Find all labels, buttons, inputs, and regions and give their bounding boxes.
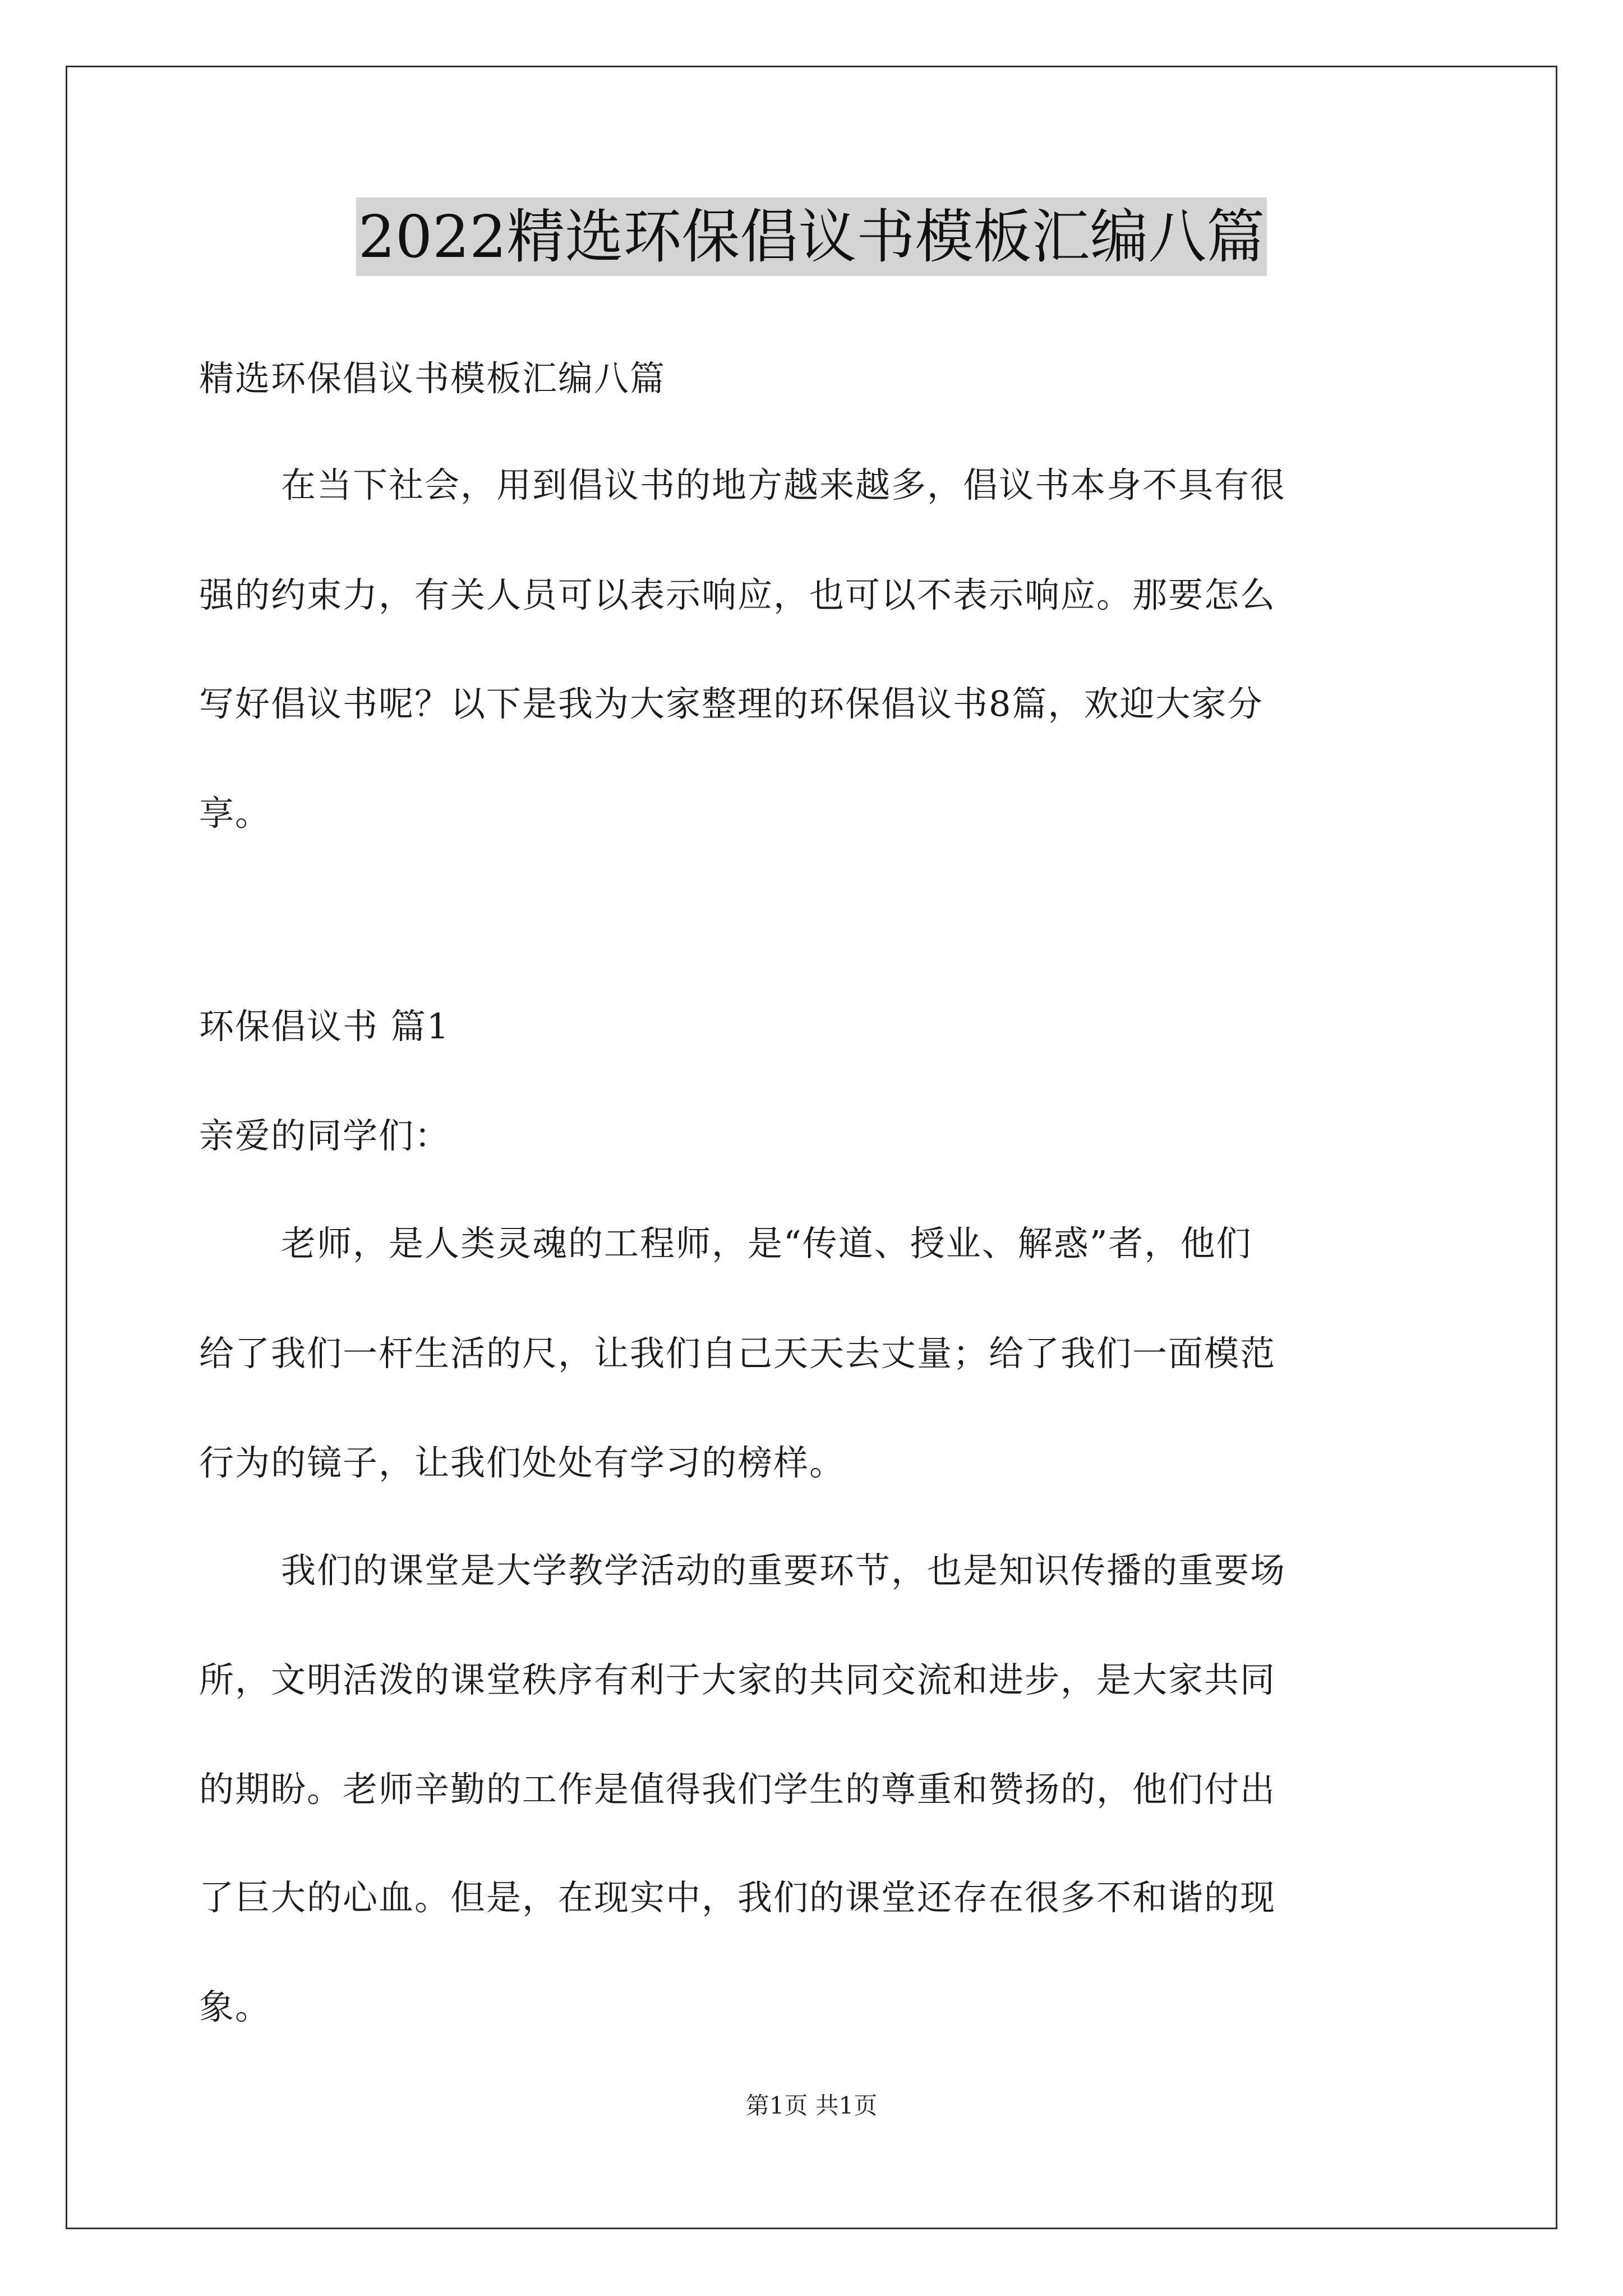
section-heading: 环保倡议书 篇1 — [199, 1006, 450, 1047]
paragraph-line: 行为的镜子，让我们处处有学习的榜样。 — [199, 1442, 846, 1483]
paragraph-line: 所，文明活泼的课堂秩序有利于大家的共同交流和进步，是大家共同 — [199, 1659, 1276, 1700]
title-container — [0, 197, 1623, 276]
page-number-footer: 第1页 共1页 — [745, 2092, 878, 2119]
intro-line: 享。 — [199, 793, 271, 834]
document-subtitle: 精选环保倡议书模板汇编八篇 — [199, 358, 666, 399]
paragraph-line: 我们的课堂是大学教学活动的重要环节，也是知识传播的重要场 — [281, 1550, 1287, 1591]
intro-line: 强的约束力，有关人员可以表示响应，也可以不表示响应。那要怎么 — [199, 574, 1276, 615]
paragraph-line: 的期盼。老师辛勤的工作是值得我们学生的尊重和赞扬的，他们付出 — [199, 1769, 1276, 1810]
paragraph-line: 老师，是人类灵魂的工程师，是“传道、授业、解惑”者，他们 — [281, 1223, 1252, 1264]
salutation: 亲爱的同学们： — [199, 1115, 451, 1156]
paragraph-line: 给了我们一杆生活的尺，让我们自己天天去丈量；给了我们一面模范 — [199, 1333, 1276, 1374]
intro-line: 在当下社会，用到倡议书的地方越来越多，倡议书本身不具有很 — [281, 464, 1287, 505]
paragraph-line: 象。 — [199, 1986, 271, 2027]
document-title: 2022精选环保倡议书模板汇编八篇 — [356, 197, 1267, 276]
paragraph-line: 了巨大的心血。但是，在现实中，我们的课堂还存在很多不和谐的现 — [199, 1877, 1276, 1918]
intro-line: 写好倡议书呢？以下是我为大家整理的环保倡议书8篇，欢迎大家分 — [199, 683, 1264, 724]
